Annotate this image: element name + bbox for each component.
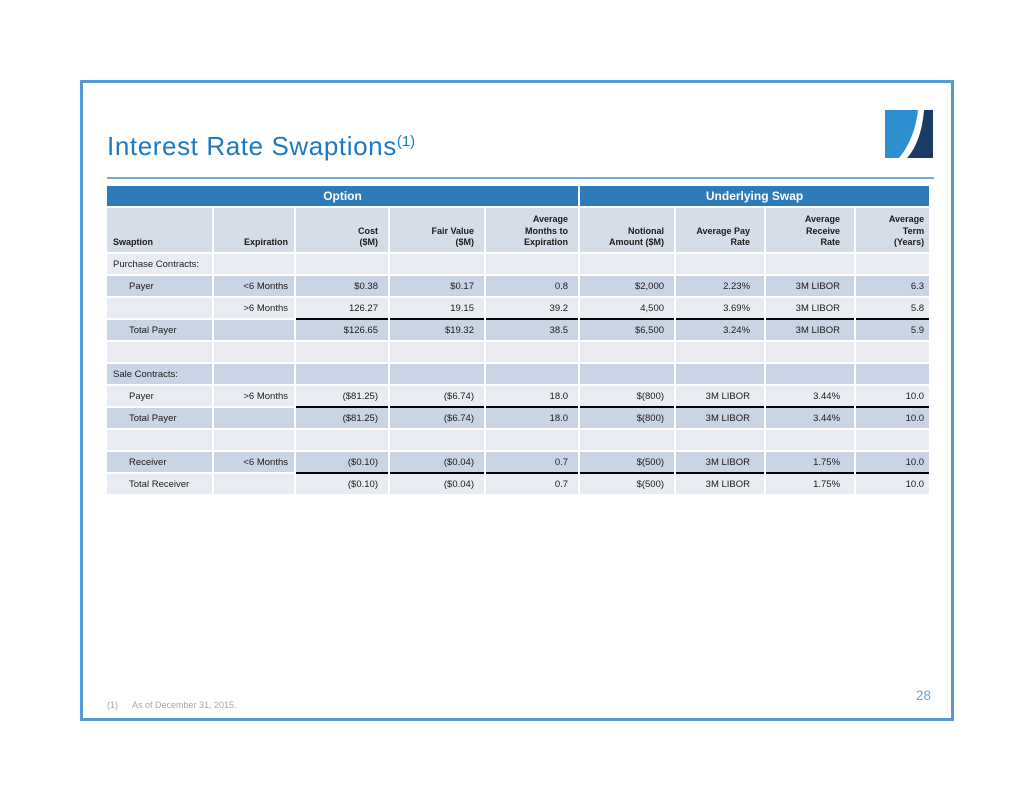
column-header — [107, 208, 212, 252]
table-cell: 3.69% — [676, 298, 764, 318]
column-header-line: Rate — [730, 236, 751, 247]
table-cell — [486, 430, 578, 450]
column-header-line: Cost — [358, 225, 378, 236]
footnote-text: As of December 31, 2015. — [132, 700, 237, 710]
table-cell: Total Payer — [107, 408, 212, 428]
table-cell — [676, 254, 764, 274]
table-cell: ($81.25) — [296, 408, 388, 428]
column-header-row — [107, 208, 929, 252]
table-cell: 38.5 — [486, 320, 578, 340]
blank-row — [107, 342, 929, 362]
page-title — [107, 131, 415, 162]
column-header-line: Average — [532, 214, 569, 225]
column-header-line: Months to — [525, 225, 569, 236]
table-cell — [676, 430, 764, 450]
table-cell: 0.8 — [486, 276, 578, 296]
table-cell: 3M LIBOR — [676, 386, 764, 406]
column-header-line: Fair Value — [431, 225, 474, 236]
table-cell: ($6.74) — [390, 408, 484, 428]
table-cell: 39.2 — [486, 298, 578, 318]
table-cell — [390, 254, 484, 274]
footnote — [107, 700, 237, 710]
table-cell — [214, 342, 294, 362]
table-cell: 10.0 — [856, 408, 929, 428]
swaptions-table — [105, 184, 931, 496]
column-header-line: Rate — [820, 236, 841, 247]
table-cell: 3.44% — [766, 408, 854, 428]
table-cell: $(500) — [580, 474, 674, 494]
table-cell: $126.65 — [296, 320, 388, 340]
table-cell — [390, 342, 484, 362]
page-title-text: Interest Rate Swaptions — [107, 131, 397, 161]
table-cell — [856, 364, 929, 384]
table-cell: <6 Months — [214, 276, 294, 296]
table-cell: 10.0 — [856, 386, 929, 406]
table-cell — [296, 342, 388, 362]
table-cell: 18.0 — [486, 386, 578, 406]
table-cell: 3M LIBOR — [766, 298, 854, 318]
column-header-line: Swaption — [113, 236, 153, 247]
table-cell — [390, 364, 484, 384]
table-cell — [856, 430, 929, 450]
table-cell: Total Payer — [107, 320, 212, 340]
column-header — [676, 208, 764, 252]
table-cell — [214, 430, 294, 450]
table-cell — [486, 254, 578, 274]
table-cell: 126.27 — [296, 298, 388, 318]
table-cell — [107, 298, 212, 318]
title-footnote-ref: (1) — [396, 133, 416, 150]
data-row — [107, 386, 929, 406]
table-cell — [766, 254, 854, 274]
table-cell: $0.38 — [296, 276, 388, 296]
table-cell — [856, 254, 929, 274]
table-cell: Purchase Contracts: — [107, 254, 212, 274]
table-cell — [486, 342, 578, 362]
section-row — [107, 254, 929, 274]
table-cell: >6 Months — [214, 298, 294, 318]
group-header-option: Option — [107, 186, 578, 206]
data-row — [107, 298, 929, 318]
table-cell: Sale Contracts: — [107, 364, 212, 384]
table-cell — [296, 254, 388, 274]
table-cell: Total Receiver — [107, 474, 212, 494]
table-cell: $(800) — [580, 408, 674, 428]
table-cell: >6 Months — [214, 386, 294, 406]
column-header-line: Amount ($M) — [609, 236, 665, 247]
data-row — [107, 276, 929, 296]
company-logo-icon — [885, 110, 933, 158]
column-header-line: ($M) — [359, 236, 378, 247]
table-cell — [214, 364, 294, 384]
total-row — [107, 408, 929, 428]
column-header-line: ($M) — [455, 236, 474, 247]
column-header-line: Expiration — [243, 236, 288, 247]
column-header — [486, 208, 578, 252]
column-header — [390, 208, 484, 252]
table-cell: ($0.10) — [296, 474, 388, 494]
table-cell: ($0.04) — [390, 452, 484, 472]
column-header — [580, 208, 674, 252]
page-number: 28 — [915, 688, 931, 703]
table-cell: 1.75% — [766, 452, 854, 472]
column-header-line: Notional — [628, 225, 665, 236]
column-header — [856, 208, 929, 252]
table-cell — [390, 430, 484, 450]
table-cell: $(500) — [580, 452, 674, 472]
blank-row — [107, 430, 929, 450]
table-cell: $2,000 — [580, 276, 674, 296]
table-cell — [580, 254, 674, 274]
table-cell — [580, 342, 674, 362]
table-cell: 3M LIBOR — [676, 408, 764, 428]
table-cell: 5.9 — [856, 320, 929, 340]
column-header-line: Expiration — [524, 236, 569, 247]
slide-frame — [80, 80, 954, 721]
table-cell — [766, 342, 854, 362]
table-cell: 3.24% — [676, 320, 764, 340]
table-cell — [856, 342, 929, 362]
table-cell: Payer — [107, 386, 212, 406]
table-cell: ($6.74) — [390, 386, 484, 406]
column-header-line: Average Pay — [696, 225, 751, 236]
table-cell: 3M LIBOR — [676, 452, 764, 472]
table-cell — [107, 430, 212, 450]
table-cell: $6,500 — [580, 320, 674, 340]
table-cell: 2.23% — [676, 276, 764, 296]
table-cell — [766, 364, 854, 384]
table-cell: $19.32 — [390, 320, 484, 340]
table-cell: 4,500 — [580, 298, 674, 318]
table-cell: $(800) — [580, 386, 674, 406]
table-cell — [296, 364, 388, 384]
table-cell: 1.75% — [766, 474, 854, 494]
table-cell: 3M LIBOR — [676, 474, 764, 494]
table-cell: Payer — [107, 276, 212, 296]
table-cell — [214, 408, 294, 428]
column-header — [296, 208, 388, 252]
table-cell: 0.7 — [486, 452, 578, 472]
column-header-line: (Years) — [894, 236, 925, 247]
column-header-line: Average — [888, 214, 925, 225]
footnote-marker: (1) — [107, 700, 118, 710]
table-cell: $0.17 — [390, 276, 484, 296]
group-header-underlying-swap: Underlying Swap — [580, 186, 929, 206]
table-cell — [296, 430, 388, 450]
column-header — [214, 208, 294, 252]
group-header-row — [107, 186, 929, 206]
table-cell — [214, 254, 294, 274]
table-cell: 0.7 — [486, 474, 578, 494]
table-cell: ($0.04) — [390, 474, 484, 494]
table-cell: Receiver — [107, 452, 212, 472]
table-cell — [676, 364, 764, 384]
column-header — [766, 208, 854, 252]
table-cell — [676, 342, 764, 362]
table-cell: ($0.10) — [296, 452, 388, 472]
table-body — [107, 254, 929, 494]
table-cell: 3M LIBOR — [766, 276, 854, 296]
table-cell: 6.3 — [856, 276, 929, 296]
column-header-line: Term — [902, 225, 925, 236]
data-row — [107, 452, 929, 472]
section-row — [107, 364, 929, 384]
table-cell: 3M LIBOR — [766, 320, 854, 340]
table-cell: 5.8 — [856, 298, 929, 318]
total-row — [107, 474, 929, 494]
table-cell — [107, 342, 212, 362]
table-cell: 10.0 — [856, 452, 929, 472]
table-cell — [214, 320, 294, 340]
table-cell — [766, 430, 854, 450]
table-cell: 10.0 — [856, 474, 929, 494]
table-cell — [214, 474, 294, 494]
table-cell: 19.15 — [390, 298, 484, 318]
table-cell — [486, 364, 578, 384]
table-cell: <6 Months — [214, 452, 294, 472]
table-cell: ($81.25) — [296, 386, 388, 406]
table-cell: 3.44% — [766, 386, 854, 406]
table-cell — [580, 364, 674, 384]
table-cell: 18.0 — [486, 408, 578, 428]
column-header-line: Average — [804, 214, 841, 225]
column-header-line: Receive — [806, 225, 841, 236]
table-cell — [580, 430, 674, 450]
title-underline — [107, 177, 934, 179]
total-row — [107, 320, 929, 340]
